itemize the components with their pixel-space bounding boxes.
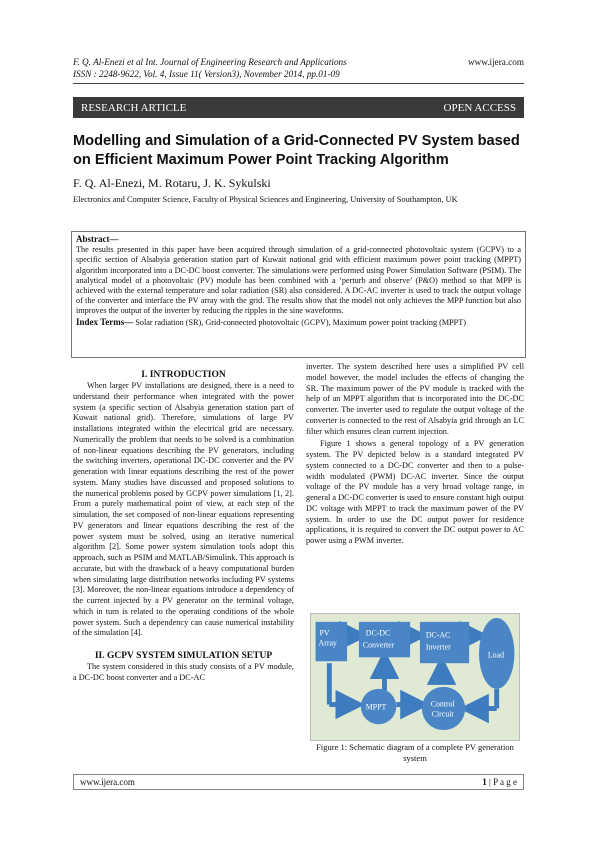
- intro-paragraph: When larger PV installations are designed, there is a need to understand their performance when integrated with the power system (a specific section of Alsabyia generation station part of Kuwait national grid). Therefore, simulations of large PV installations integrated within the electrical grid are necessary. Numerically the problem that needs to be solved is a combination of non-linear equations describing the PV generators, including the switching inverters, operational DC-DC converter and the PV generation with linear equations describing the rest of the power system. Many studies have discussed and proposed solutions to the numerical problems posed by GCPV power simulations [1, 2]. From a purely mathematical point of view, at each step of the simulation, the set composed of non-linear equations representing PV generators and linear equations describing the rest of the power system must be solved, using an iterative numerical algorithm [2]. Some power system simulation tools adopt this approach, such as PSIM and MATLAB/Simulink. This approach is accurate, but with the drawback of a heavy computational burden when simulating large distribution networks including PV systems [3]. Moreover, the non-linear equations introduce a dependency of the current injected by a PV generator on the terminal voltage, which in turn is related to the operating conditions of the whole power system. Such a dependency can cause numerical instability of the simulation [4].: [73, 381, 294, 638]
- left-column: [73, 370, 294, 684]
- section-heading-introduction: I. INTRODUCTION: [141, 370, 226, 380]
- paper-title: Modelling and Simulation of a Grid-Connected PV System based on Efficient Maximum Power Point Tracking Algorithm: [73, 133, 520, 168]
- index-terms: Solar radiation (SR), Grid-connected photovoltaic (GCPV), Maximum power point tracking (MPPT): [133, 317, 466, 327]
- dcac-label-1: DC-AC: [425, 630, 451, 640]
- page-label: | P a g e: [486, 777, 517, 787]
- footer-website[interactable]: www.ijera.com: [80, 777, 135, 787]
- abstract-box: [71, 231, 526, 358]
- citation-line-2: ISSN : 2248-9622, Vol. 4, Issue 11( Version3), November 2014, pp.01-09: [73, 68, 340, 79]
- figure-intro-paragraph: Figure 1 shows a general topology of a PV generation system. The PV depicted below is a standard integrated PV system connected to a DC-DC converter and then to a pulse-width modulated (PWM) DC-AC inverter. Since the output voltage of the PV module has a very broad voltage range, in general a DC-DC converter is used to ensure constant high output DC voltage with MPPT to track the maximum power of the PV system. In order to use the DC output power for residence applications, it is required to convert the DC output power to AC power using a PWM inverter.: [306, 439, 524, 545]
- banner-open-access: OPEN ACCESS: [443, 101, 516, 114]
- abstract-label: Abstract—: [76, 234, 119, 244]
- banner-research-article: RESEARCH ARTICLE: [81, 101, 187, 114]
- setup-paragraph: The system considered in this study consists of a PV module, a DC-DC boost converter and a DC-AC: [73, 662, 294, 682]
- setup-paragraph-continued: inverter. The system described here uses a simplified PV cell model however, the model includes the effects of changing the SR. The maximum power of the PV module is tracked with the help of an MPPT algorithm that is incorporated into the DC-DC converter. The inverter used to regulate the output voltage of the converter is connected to the rest of Alsabyia grid through an LC filter which ensures clean current injection.: [306, 362, 524, 436]
- right-column: [306, 362, 524, 547]
- figure-1-caption: Figure 1: Schematic diagram of a complete PV generation system: [316, 742, 514, 763]
- load-label: Load: [487, 650, 504, 660]
- index-terms-label: Index Terms—: [76, 316, 134, 327]
- dcdc-label-1: DC-DC: [365, 628, 391, 638]
- authors: F. Q. Al-Enezi, M. Rotaru, J. K. Sykulski: [73, 176, 271, 190]
- pv-label-1: PV: [319, 628, 330, 638]
- affiliation: Electronics and Computer Science, Faculty of Physical Sciences and Engineering, University of Southampton, UK: [73, 195, 458, 204]
- header-rule: [73, 83, 524, 84]
- figure-1-diagram: [310, 613, 520, 741]
- dcdc-label-2: Converter: [362, 640, 395, 650]
- mppt-label: MPPT: [365, 702, 387, 712]
- page-footer: [73, 774, 524, 790]
- article-banner: [73, 97, 524, 118]
- section-heading-setup: II. GCPV SYSTEM SIMULATION SETUP: [94, 651, 273, 661]
- journal-citation: [73, 57, 463, 80]
- page-num: 1: [482, 777, 487, 787]
- schematic-svg: [311, 614, 519, 740]
- header-website[interactable]: www.ijera.com: [467, 57, 524, 67]
- abstract-text: The results presented in this paper have been acquired through simulation of a grid-connected photovoltaic system (GCPV) to a specific section of Alsabyia generation station part of Kuwait national grid with efficient maximum power point tracking (MPPT) algorithm incorporated into a DC-DC boost converter. The simulations were performed using Power Simulation Software (PSIM). The analytical model of a photovoltaic (PV) module has been combined with a ‘perturb and observe’ (P&O) method so that MPP is achieved with the external temperature and solar radiation (SR) also considered. A DC-AC inverter is used to track the output voltage of the converter and interface the PV array with the grid. The results show that the model not only achieves the MPP function but also improves the output of the inverter by reducing the ripples in the sine waveforms.: [76, 245, 521, 316]
- pv-label-2: Array: [318, 638, 337, 648]
- control-label-2: Circuit: [431, 709, 454, 719]
- dcac-label-2: Inverter: [425, 642, 451, 652]
- page-number: [482, 777, 517, 787]
- citation-line-1: F. Q. Al-Enezi et al Int. Journal of Engineering Research and Applications: [73, 57, 347, 67]
- control-label-1: Control: [430, 699, 455, 709]
